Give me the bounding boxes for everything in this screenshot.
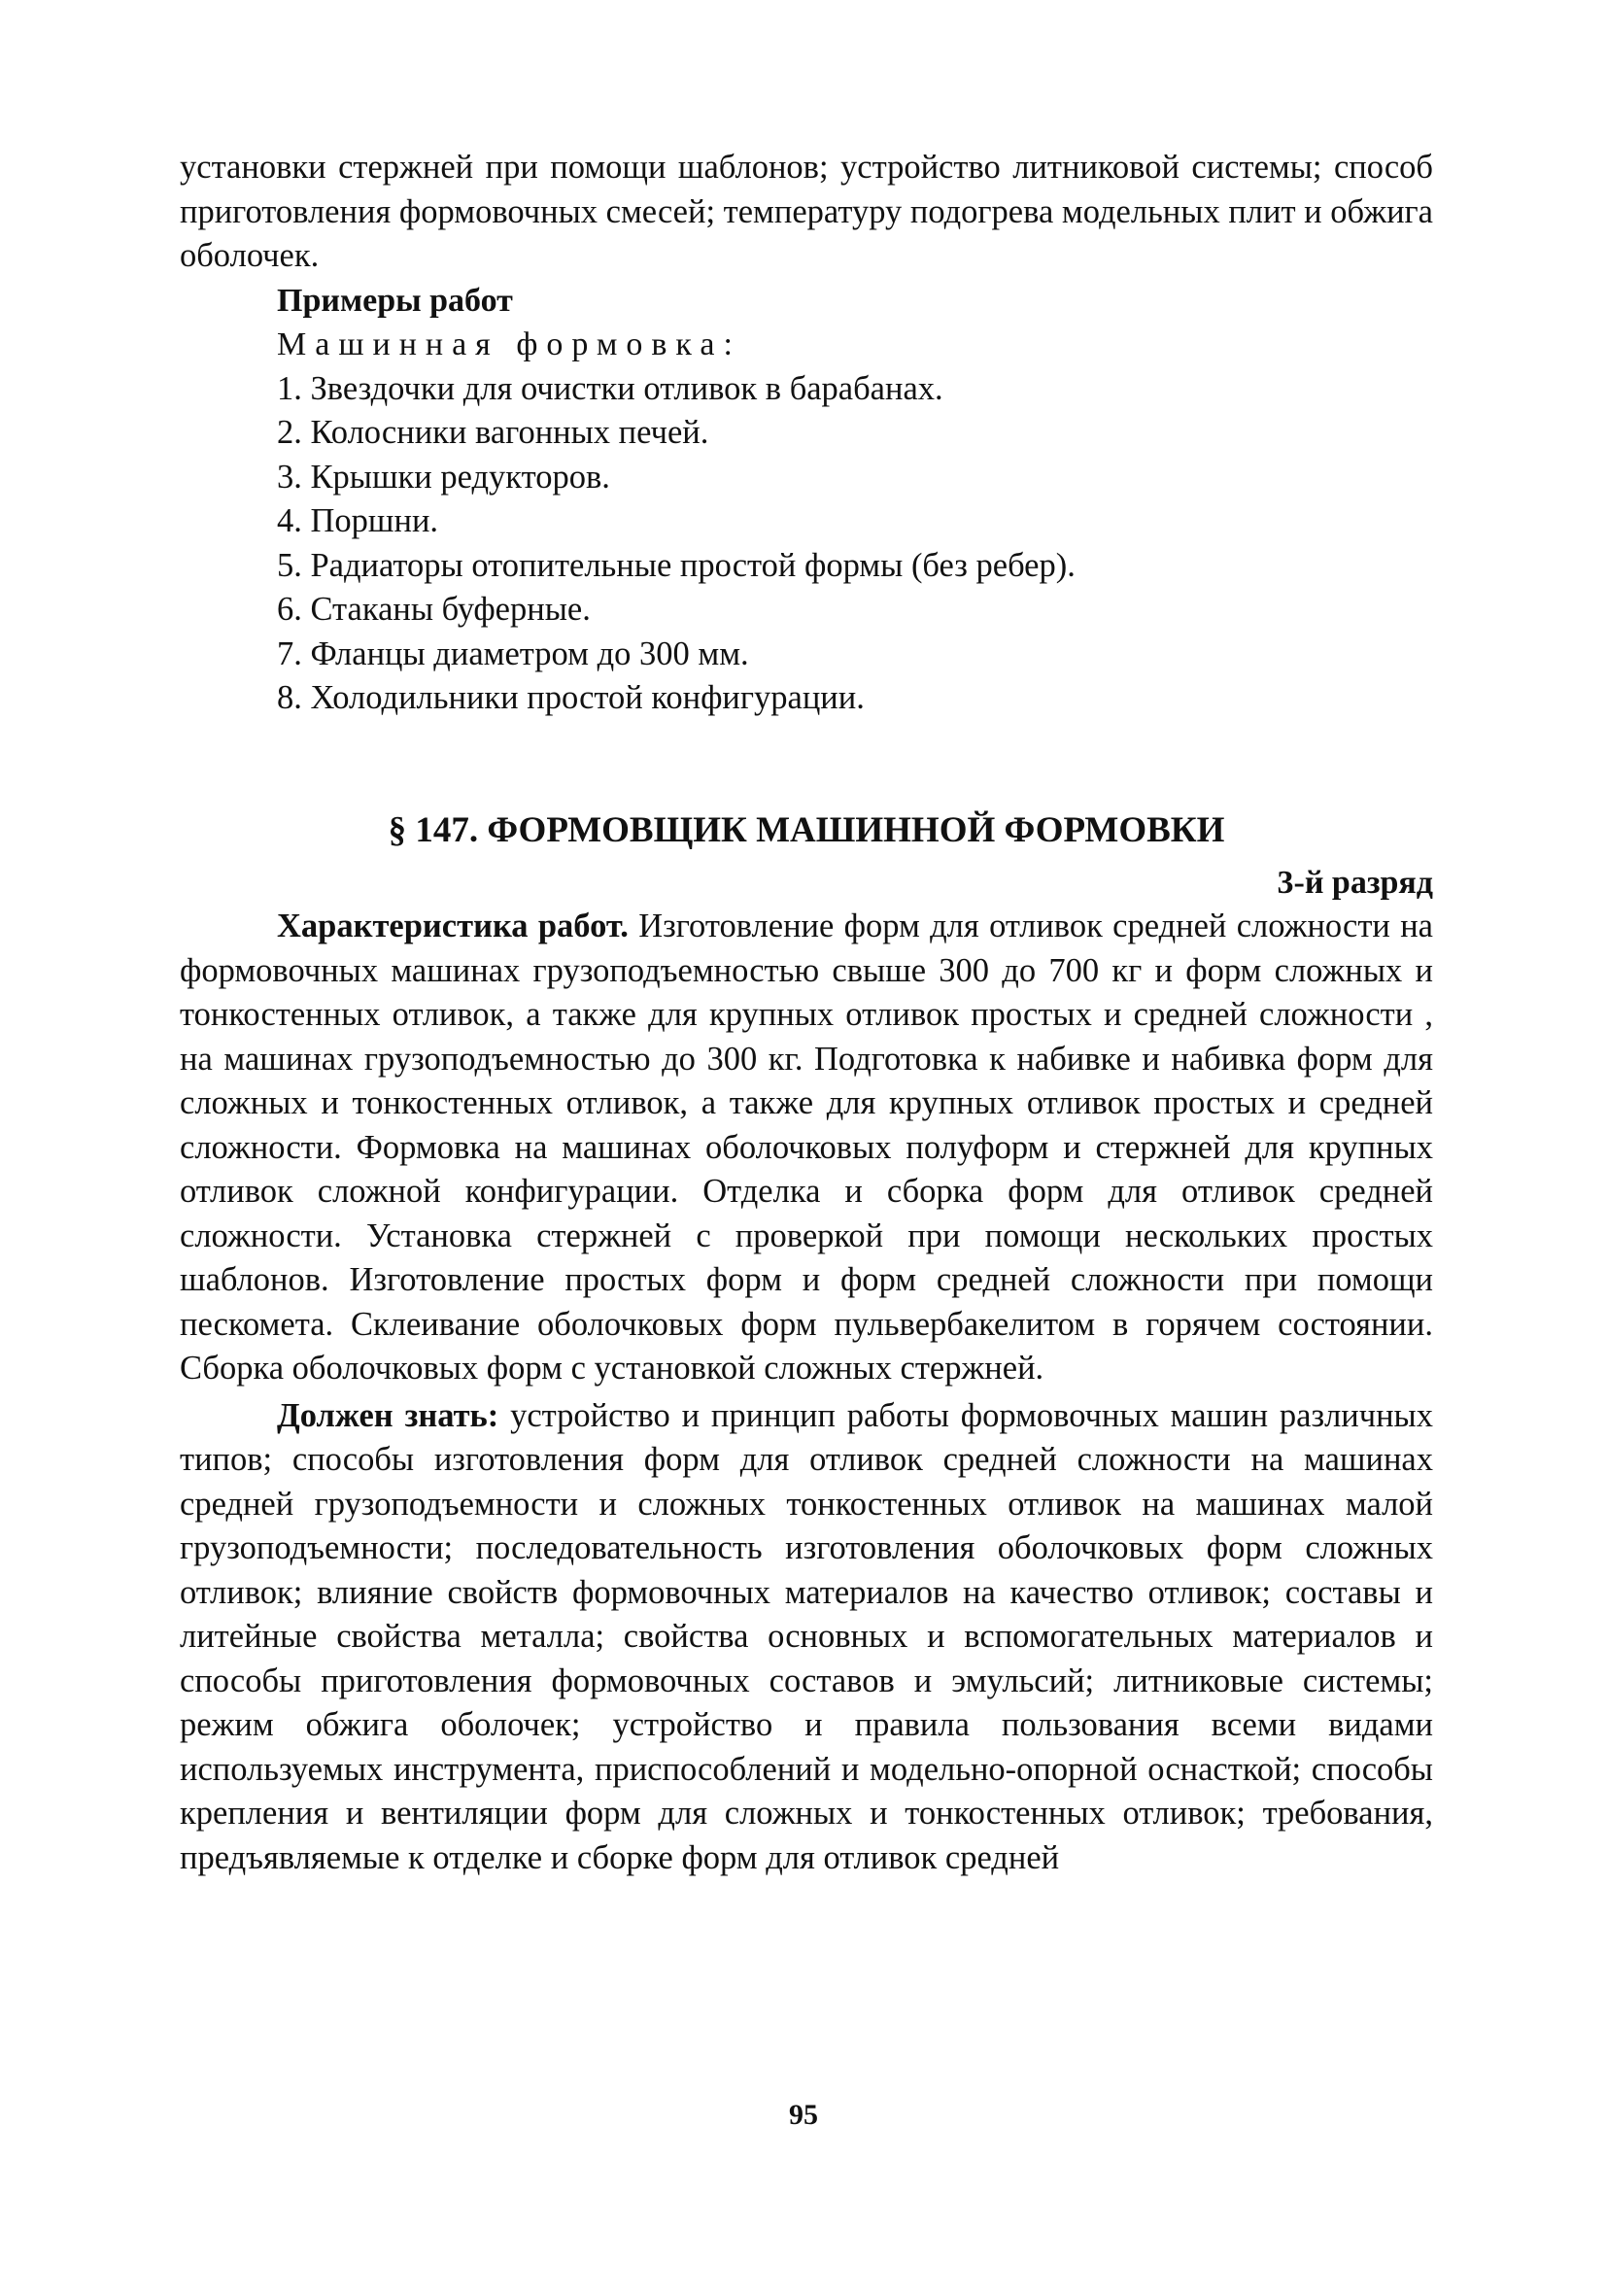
list-item: 6. Стаканы буферные. [277, 591, 591, 628]
list-item: 8. Холодильники простой конфигурации. [277, 679, 865, 716]
knowledge-text: устройство и принцип работы формовочных машин различных типов; способы изготовления форм для отливок средней сложности на машинах средней грузоподъемности и сложных тонкостенных отливок на машинах малой грузоподъемности; последовательность изготовления оболочковых форм сложных отливок; влияние свойств формовочных материалов на качество отливок; составы и литейные свойства металла; свойства основных и вспомогательных материалов и способы приготовления формовочных составов и эмульсий; литниковые системы; режим обжига оболочек; устройство и правила пользования всеми видами используемых инструмента, приспособлений и модельно-опорной оснасткой; способы крепления и вентиляции форм для сложных и тонкостенных отливок; требования, предъявляемые к отделке и сборке форм для отливок средней [180, 1396, 1433, 1876]
examples-list [180, 367, 1433, 721]
knowledge-paragraph [180, 1394, 1433, 1881]
list-item: 2. Колосники вагонных печей. [277, 414, 709, 451]
page-number: 95 [789, 2099, 818, 2131]
list-item: 5. Радиаторы отопительные простой формы (без ребер). [277, 546, 1076, 584]
list-item: 7. Фланцы диаметром до 300 мм. [277, 634, 749, 672]
knowledge-label: Должен знать: [277, 1396, 499, 1434]
list-item: 4. Поршни. [277, 502, 439, 539]
intro-paragraph: установки стержней при помощи шаблонов; устройство литниковой системы; способ приготовления формовочных смесей; температуру подогрева модельных плит и обжига оболочек. [180, 149, 1433, 274]
examples-heading: Примеры работ [277, 282, 513, 319]
characteristic-label: Характеристика работ. [277, 908, 629, 944]
grade-label: 3-й разряд [1277, 864, 1433, 901]
examples-subheading: Машинная формовка: [277, 326, 741, 362]
list-item: 1. Звездочки для очистки отливок в барабанах. [277, 369, 943, 407]
page-content [180, 146, 1433, 1880]
characteristic-paragraph [180, 905, 1433, 1391]
characteristic-text: Изготовление форм для отливок средней сложности на формовочных машинах грузоподъемностью свыше 300 до 700 кг и форм сложных и тонкостенных отливок, а также для крупных отливок простых и средней сложности , на машинах грузоподъемностью до 300 кг. Подготовка к набивке и набивка форм для сложных и тонкостенных отливок, а также для крупных отливок простых и средней сложности. Формовка на машинах оболочковых полуформ и стержней для крупных отливок сложной конфигурации. Отделка и сборка форм для отливок средней сложности. Установка стержней с проверкой при помощи нескольких простых шаблонов. Изготовление простых форм и форм средней сложности при помощи пескомета. Склеивание оболочковых форм пульвербакелитом в горячем состоянии. Сборка оболочковых форм с установкой сложных стержней. [180, 908, 1433, 1387]
section-title: § 147. ФОРМОВЩИК МАШИННОЙ ФОРМОВКИ [388, 809, 1225, 850]
list-item: 3. Крышки редукторов. [277, 458, 610, 496]
